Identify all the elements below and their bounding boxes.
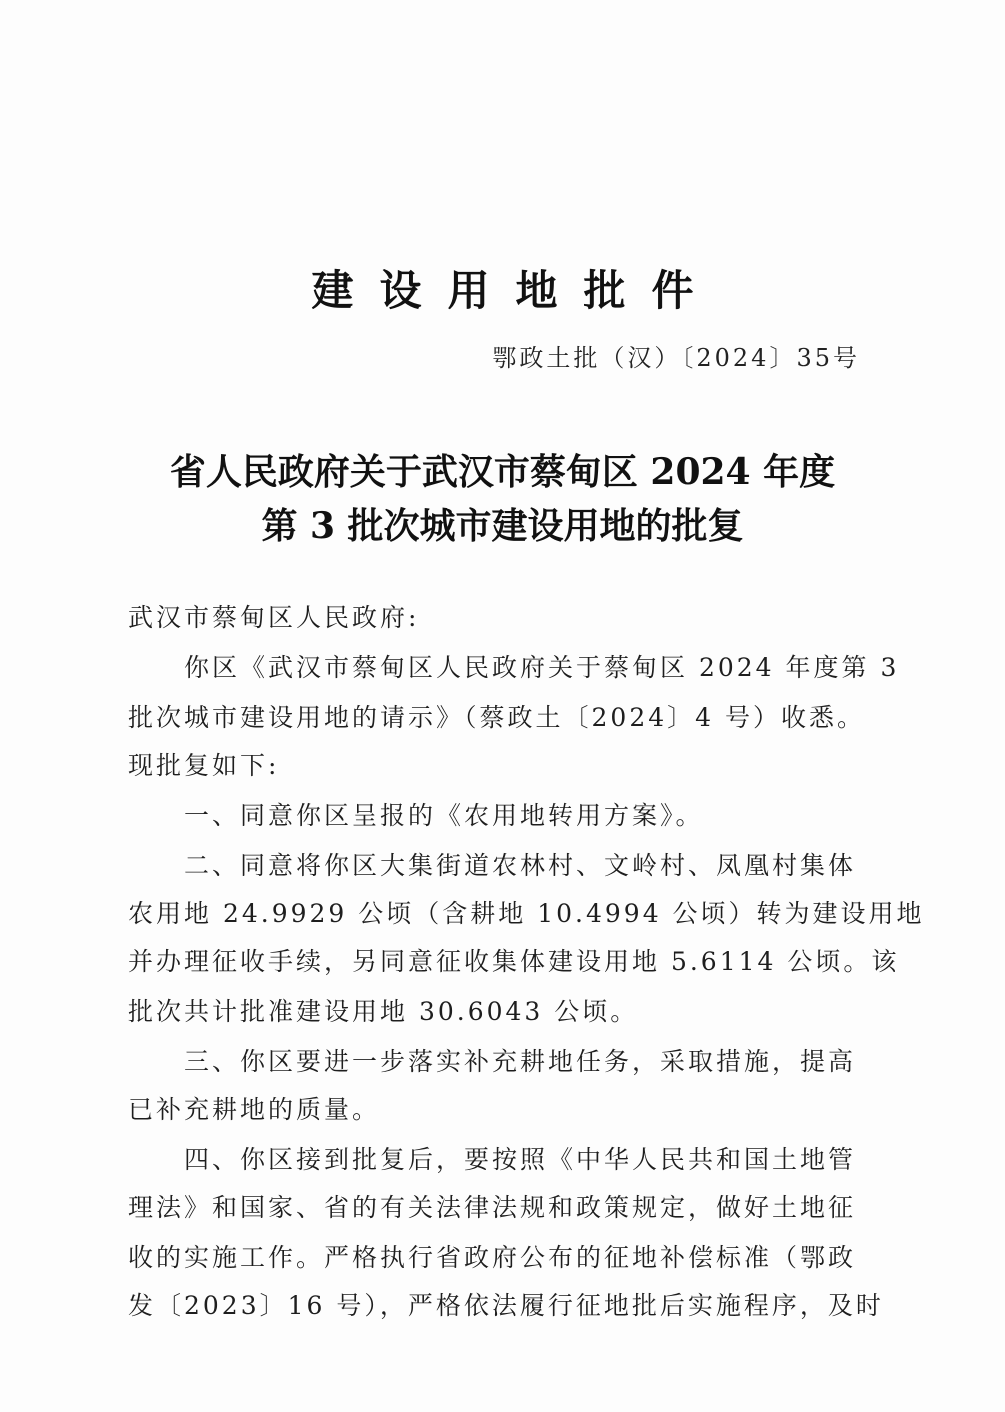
body-line: 收的实施工作。严格执行省政府公布的征地补偿标准（鄂政 (128, 1243, 857, 1272)
document-type-heading: 建设用地批件 (311, 266, 720, 315)
body-line: 二、同意将你区大集街道农林村、文岭村、凤凰村集体 (128, 851, 857, 880)
body-line: 已补充耕地的质量。 (128, 1095, 381, 1124)
document-title-line-2: 第 3 批次城市建设用地的批复 (261, 505, 744, 547)
body-line: 批次城市建设用地的请示》（蔡政土〔2024〕4 号）收悉。 (128, 703, 865, 732)
body-line: 批次共计批准建设用地 30.6043 公顷。 (128, 997, 639, 1026)
body-line: 发〔2023〕16 号），严格依法履行征地批后实施程序，及时 (128, 1291, 884, 1320)
body-line: 武汉市蔡甸区人民政府: (128, 603, 420, 632)
body-line: 一、同意你区呈报的《农用地转用方案》。 (128, 801, 704, 830)
body-line: 四、你区接到批复后，要按照《中华人民共和国土地管 (128, 1145, 857, 1174)
body-line: 你区《武汉市蔡甸区人民政府关于蔡甸区 2024 年度第 3 (128, 653, 900, 682)
body-line: 三、你区要进一步落实补充耕地任务，采取措施，提高 (128, 1047, 857, 1076)
body-line: 农用地 24.9929 公顷（含耕地 10.4994 公顷）转为建设用地 (128, 899, 925, 928)
body-line: 并办理征收手续，另同意征收集体建设用地 5.6114 公顷。该 (128, 947, 900, 976)
body-line: 理法》和国家、省的有关法律法规和政策规定，做好土地征 (128, 1193, 857, 1222)
document-number: 鄂政土批（汉）〔2024〕35号 (492, 344, 860, 372)
document-title-line-1: 省人民政府关于武汉市蔡甸区 2024 年度 (169, 451, 836, 493)
body-line: 现批复如下: (128, 751, 280, 780)
